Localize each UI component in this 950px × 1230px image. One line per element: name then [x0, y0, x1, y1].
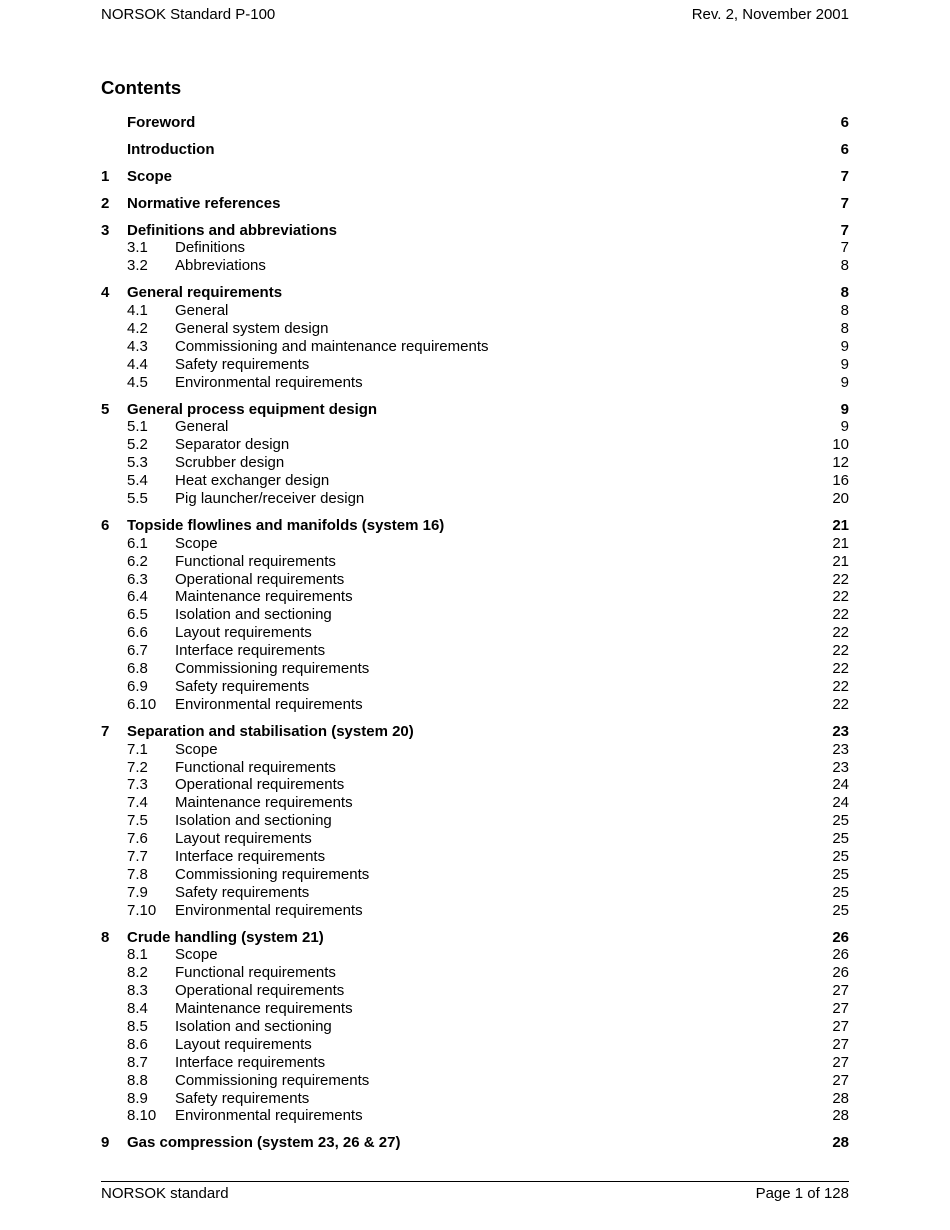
toc-subsection-entry[interactable] — [101, 454, 849, 472]
toc-entry-label: Isolation and sectioning — [175, 606, 332, 624]
toc-entry-num: 7.9 — [127, 883, 148, 901]
toc-entry-num: 8.9 — [127, 1089, 148, 1107]
toc-subsection-entry[interactable] — [101, 624, 849, 642]
contents-title: Contents — [101, 77, 182, 98]
toc-entry-page: 22 — [832, 695, 849, 713]
toc-section-heading[interactable] — [101, 1134, 849, 1152]
toc-subsection-entry[interactable] — [101, 606, 849, 624]
toc-section — [101, 517, 849, 714]
toc-subsection-entry[interactable] — [101, 1054, 849, 1072]
toc-entry-num: 8.2 — [127, 964, 148, 982]
toc-entry-num: 8.10 — [127, 1107, 157, 1125]
toc-section-heading[interactable] — [101, 168, 849, 186]
toc-subsection-entry[interactable] — [101, 374, 849, 392]
footer-page-number: Page 1 of 128 — [755, 1185, 849, 1202]
toc-entry-label: General — [175, 418, 229, 436]
toc-entry-page: 9 — [840, 418, 849, 436]
toc-entry-label: Commissioning and maintenance requirements — [175, 337, 489, 355]
toc-subsection-entry[interactable] — [101, 257, 849, 275]
toc-entry-label: Safety requirements — [175, 883, 310, 901]
toc-subsection-entry[interactable] — [101, 535, 849, 553]
toc-entry-label: Commissioning requirements — [175, 1071, 370, 1089]
toc-entry-label: Commissioning requirements — [175, 660, 370, 678]
toc-entry-num: 8.3 — [127, 982, 148, 1000]
header-standard-name: NORSOK Standard P-100 — [101, 6, 276, 23]
toc-section — [101, 929, 849, 1126]
toc-entry-num: 4.3 — [127, 337, 148, 355]
toc-subsection-entry[interactable] — [101, 338, 849, 356]
toc-entry-num: 5 — [101, 400, 110, 418]
toc-entry-page: 26 — [832, 964, 849, 982]
toc-entry-label: Interface requirements — [175, 642, 326, 660]
toc-entry-num: 8.5 — [127, 1017, 148, 1035]
toc-subsection-entry[interactable] — [101, 553, 849, 571]
toc-entry-num: 6.5 — [127, 606, 148, 624]
toc-entry-page: 27 — [832, 1000, 849, 1018]
toc-entry-page: 21 — [832, 534, 849, 552]
toc-entry-page: 28 — [832, 1107, 849, 1125]
toc-section-heading[interactable] — [101, 929, 849, 947]
toc-entry-page: 9 — [840, 355, 849, 373]
toc-entry-num: 6.6 — [127, 624, 148, 642]
toc-section-heading[interactable] — [101, 141, 849, 159]
toc-entry-page: 8 — [840, 302, 849, 320]
toc-subsection-entry[interactable] — [101, 884, 849, 902]
toc-subsection-entry[interactable] — [101, 678, 849, 696]
toc-entry-page: 8 — [840, 257, 849, 275]
toc-entry-num: 6.2 — [127, 552, 148, 570]
toc-entry-page: 21 — [832, 552, 849, 570]
toc-entry-page: 8 — [840, 320, 849, 338]
toc-entry-num: 4.2 — [127, 320, 148, 338]
toc-entry-num: 8.1 — [127, 946, 148, 964]
toc-subsection-entry[interactable] — [101, 239, 849, 257]
toc-entry-label: Environmental requirements — [175, 373, 363, 391]
toc-section — [101, 195, 849, 213]
toc-subsection-entry[interactable] — [101, 436, 849, 454]
toc-entry-label: Abbreviations — [175, 257, 266, 275]
toc-subsection-entry[interactable] — [101, 1000, 849, 1018]
toc-entry-page: 28 — [832, 1089, 849, 1107]
toc-entry-page: 26 — [832, 928, 849, 946]
toc-entry-page: 7 — [840, 194, 849, 212]
toc-entry-num: 6.7 — [127, 642, 148, 660]
toc-entry-page: 25 — [832, 847, 849, 865]
toc-entry-num: 8 — [101, 928, 110, 946]
toc-entry-page: 25 — [832, 812, 849, 830]
toc-entry-num: 5.1 — [127, 418, 148, 436]
toc-subsection-entry[interactable] — [101, 1107, 849, 1125]
toc-entry-page: 22 — [832, 624, 849, 642]
toc-subsection-entry[interactable] — [101, 1072, 849, 1090]
toc-entry-page: 16 — [832, 472, 849, 490]
toc-entry-num: 5.2 — [127, 436, 148, 454]
toc-entry-page: 23 — [832, 758, 849, 776]
toc-entry-page: 24 — [832, 776, 849, 794]
toc-entry-label: General — [175, 302, 229, 320]
toc-entry-label: Operational requirements — [175, 570, 345, 588]
toc-subsection-entry[interactable] — [101, 320, 849, 338]
toc-entry-label: Commissioning requirements — [175, 865, 370, 883]
toc-entry-page: 27 — [832, 1035, 849, 1053]
toc-subsection-entry[interactable] — [101, 356, 849, 374]
toc-entry-num: 8.7 — [127, 1053, 148, 1071]
toc-entry-num: 8.6 — [127, 1035, 148, 1053]
table-of-contents — [101, 114, 849, 1161]
toc-entry-page: 9 — [840, 373, 849, 391]
toc-subsection-entry[interactable] — [101, 830, 849, 848]
toc-section — [101, 141, 849, 159]
toc-subsection-entry[interactable] — [101, 946, 849, 964]
toc-entry-num: 6 — [101, 516, 110, 534]
toc-section — [101, 723, 849, 920]
toc-entry-page: 12 — [832, 454, 849, 472]
toc-section — [101, 284, 849, 391]
toc-entry-label: Safety requirements — [175, 355, 310, 373]
toc-entry-page: 10 — [832, 436, 849, 454]
toc-entry-page: 20 — [832, 490, 849, 508]
toc-entry-num: 7 — [101, 722, 110, 740]
toc-subsection-entry[interactable] — [101, 982, 849, 1000]
toc-section-heading[interactable] — [101, 284, 849, 302]
toc-entry-num: 8.4 — [127, 1000, 148, 1018]
page-footer — [101, 1185, 849, 1205]
toc-entry-page: 8 — [840, 284, 849, 302]
toc-entry-num: 7.1 — [127, 740, 148, 758]
toc-entry-page: 27 — [832, 982, 849, 1000]
toc-entry-page: 23 — [832, 722, 849, 740]
toc-entry-label: Crude handling (system 21) — [127, 928, 324, 946]
toc-entry-num: 3 — [101, 221, 110, 239]
toc-entry-num: 3.1 — [127, 239, 148, 257]
toc-subsection-entry[interactable] — [101, 696, 849, 714]
toc-entry-num: 7.5 — [127, 812, 148, 830]
toc-entry-page: 28 — [832, 1134, 849, 1152]
toc-entry-label: Maintenance requirements — [175, 794, 353, 812]
toc-entry-page: 23 — [832, 740, 849, 758]
toc-entry-label: Isolation and sectioning — [175, 1017, 332, 1035]
toc-subsection-entry[interactable] — [101, 866, 849, 884]
toc-subsection-entry[interactable] — [101, 571, 849, 589]
toc-entry-label: Definitions — [175, 239, 246, 257]
toc-entry-label: Environmental requirements — [175, 901, 363, 919]
toc-entry-label: Maintenance requirements — [175, 588, 353, 606]
toc-subsection-entry[interactable] — [101, 902, 849, 920]
toc-subsection-entry[interactable] — [101, 418, 849, 436]
toc-entry-num: 5.3 — [127, 454, 148, 472]
toc-entry-label: Scrubber design — [175, 454, 285, 472]
toc-entry-label: Layout requirements — [175, 1035, 312, 1053]
toc-entry-page: 6 — [840, 114, 849, 131]
toc-entry-num: 8.8 — [127, 1071, 148, 1089]
toc-entry-page: 22 — [832, 677, 849, 695]
toc-entry-num: 6.10 — [127, 695, 157, 713]
toc-entry-num: 7.10 — [127, 901, 157, 919]
toc-section-heading[interactable] — [101, 723, 849, 741]
toc-entry-num: 5.5 — [127, 490, 148, 508]
toc-section — [101, 114, 849, 132]
toc-entry-label: Layout requirements — [175, 830, 312, 848]
toc-entry-num: 7.4 — [127, 794, 148, 812]
toc-entry-page: 27 — [832, 1017, 849, 1035]
toc-subsection-entry[interactable] — [101, 642, 849, 660]
toc-entry-page: 9 — [840, 400, 849, 418]
toc-entry-page: 22 — [832, 606, 849, 624]
toc-entry-num: 6.8 — [127, 660, 148, 678]
toc-entry-page: 22 — [832, 570, 849, 588]
toc-entry-num: 6.9 — [127, 677, 148, 695]
toc-subsection-entry[interactable] — [101, 472, 849, 490]
toc-entry-num: 4.1 — [127, 302, 148, 320]
toc-subsection-entry[interactable] — [101, 741, 849, 759]
toc-entry-page: 21 — [832, 516, 849, 534]
toc-entry-label: Environmental requirements — [175, 1107, 363, 1125]
toc-entry-num: 7.2 — [127, 758, 148, 776]
toc-entry-label: Interface requirements — [175, 1053, 326, 1071]
page-header — [101, 6, 849, 26]
toc-entry-label: Separation and stabilisation (system 20) — [127, 722, 414, 740]
toc-subsection-entry[interactable] — [101, 1036, 849, 1054]
toc-entry-page: 6 — [840, 140, 849, 158]
toc-entry-label: Operational requirements — [175, 982, 345, 1000]
toc-subsection-entry[interactable] — [101, 964, 849, 982]
toc-section-heading[interactable] — [101, 114, 849, 132]
toc-entry-num: 5.4 — [127, 472, 148, 490]
toc-entry-label: General process equipment design — [127, 400, 378, 418]
toc-entry-label: Heat exchanger design — [175, 472, 330, 490]
toc-entry-page: 9 — [840, 337, 849, 355]
toc-entry-label: Scope — [175, 946, 218, 964]
toc-entry-page: 7 — [840, 221, 849, 239]
toc-entry-label: Topside flowlines and manifolds (system 16) — [127, 516, 445, 534]
toc-entry-label: Scope — [175, 740, 218, 758]
toc-entry-page: 22 — [832, 588, 849, 606]
toc-entry-label: Pig launcher/receiver design — [175, 490, 365, 508]
toc-entry-page: 25 — [832, 865, 849, 883]
toc-entry-page: 27 — [832, 1053, 849, 1071]
toc-entry-label: Isolation and sectioning — [175, 812, 332, 830]
toc-entry-label: Definitions and abbreviations — [127, 221, 338, 239]
toc-entry-num: 1 — [101, 167, 110, 185]
toc-subsection-entry[interactable] — [101, 812, 849, 830]
toc-entry-label: Scope — [127, 167, 173, 185]
toc-entry-num: 7.7 — [127, 847, 148, 865]
toc-entry-page: 25 — [832, 830, 849, 848]
toc-entry-page: 24 — [832, 794, 849, 812]
toc-entry-label: Safety requirements — [175, 1089, 310, 1107]
toc-entry-label: Interface requirements — [175, 847, 326, 865]
toc-entry-label: Maintenance requirements — [175, 1000, 353, 1018]
toc-entry-label: Safety requirements — [175, 677, 310, 695]
toc-subsection-entry[interactable] — [101, 794, 849, 812]
toc-entry-num: 9 — [101, 1134, 110, 1152]
toc-entry-num: 7.3 — [127, 776, 148, 794]
toc-subsection-entry[interactable] — [101, 759, 849, 777]
toc-entry-num: 4 — [101, 284, 110, 302]
toc-section-heading[interactable] — [101, 517, 849, 535]
toc-entry-page: 22 — [832, 660, 849, 678]
toc-entry-num: 7.6 — [127, 830, 148, 848]
toc-section-heading[interactable] — [101, 401, 849, 419]
footer-divider — [101, 1181, 849, 1182]
toc-entry-num: 6.4 — [127, 588, 148, 606]
toc-entry-num: 2 — [101, 194, 110, 212]
toc-entry-page: 25 — [832, 901, 849, 919]
toc-subsection-entry[interactable] — [101, 660, 849, 678]
toc-entry-label: Introduction — [127, 140, 215, 158]
toc-entry-page: 22 — [832, 642, 849, 660]
toc-entry-num: 4.4 — [127, 355, 148, 373]
toc-entry-page: 25 — [832, 883, 849, 901]
toc-entry-num: 3.2 — [127, 257, 148, 275]
toc-section — [101, 1134, 849, 1152]
toc-entry-page: 26 — [832, 946, 849, 964]
toc-entry-label: Scope — [175, 534, 218, 552]
toc-entry-label: Normative references — [127, 194, 281, 212]
toc-entry-label: Functional requirements — [175, 552, 336, 570]
toc-subsection-entry[interactable] — [101, 1090, 849, 1108]
toc-subsection-entry[interactable] — [101, 302, 849, 320]
toc-subsection-entry[interactable] — [101, 490, 849, 508]
toc-entry-page: 27 — [832, 1071, 849, 1089]
header-revision: Rev. 2, November 2001 — [691, 6, 849, 23]
toc-entry-page: 7 — [840, 239, 849, 257]
toc-entry-label: Layout requirements — [175, 624, 312, 642]
toc-entry-label: Operational requirements — [175, 776, 345, 794]
toc-subsection-entry[interactable] — [101, 588, 849, 606]
toc-entry-label: Gas compression (system 23, 26 & 27) — [127, 1134, 401, 1152]
toc-entry-num: 7.8 — [127, 865, 148, 883]
toc-section-heading[interactable] — [101, 222, 849, 240]
toc-entry-num: 4.5 — [127, 373, 148, 391]
toc-subsection-entry[interactable] — [101, 1018, 849, 1036]
toc-section — [101, 168, 849, 186]
toc-section — [101, 222, 849, 276]
toc-entry-label: General requirements — [127, 284, 283, 302]
toc-entry-label: Functional requirements — [175, 758, 336, 776]
toc-subsection-entry[interactable] — [101, 848, 849, 866]
toc-entry-label: Foreword — [127, 114, 196, 131]
toc-entry-label: Environmental requirements — [175, 695, 363, 713]
toc-entry-label: Separator design — [175, 436, 290, 454]
toc-section — [101, 401, 849, 508]
toc-entry-label: General system design — [175, 320, 329, 338]
toc-entry-label: Functional requirements — [175, 964, 336, 982]
toc-entry-page: 7 — [840, 167, 849, 185]
toc-section-heading[interactable] — [101, 195, 849, 213]
toc-entry-num: 6.1 — [127, 534, 148, 552]
footer-standard-label: NORSOK standard — [101, 1185, 229, 1202]
toc-subsection-entry[interactable] — [101, 776, 849, 794]
toc-entry-num: 6.3 — [127, 570, 148, 588]
